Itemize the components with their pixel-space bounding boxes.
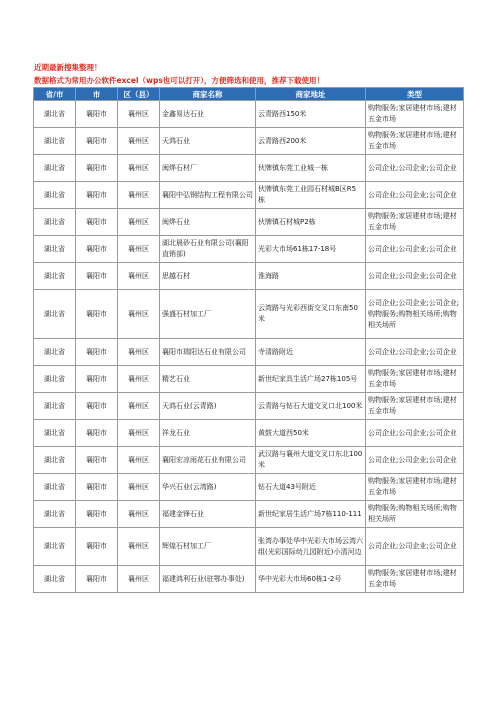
notice-line-2: 数据格式为常用办公软件excel（wps也可以打开），方便筛选和使用，推荐下载使用！ xyxy=(34,76,325,85)
cell-merchant-name: 思越石材 xyxy=(160,263,256,290)
cell-province: 湖北省 xyxy=(34,263,76,290)
cell-merchant-address: 云青路西150米 xyxy=(256,101,366,128)
cell-merchant-address: 云湾路与光彩西街交叉口东南50米 xyxy=(256,290,366,339)
cell-type: 公司企业;公司企业;公司企业 xyxy=(366,155,464,182)
header-city: 市 xyxy=(76,88,118,101)
cell-province: 湖北省 xyxy=(34,474,76,501)
cell-district: 襄州区 xyxy=(118,420,160,447)
cell-province: 湖北省 xyxy=(34,290,76,339)
header-district: 区（县） xyxy=(118,88,160,101)
cell-district: 襄州区 xyxy=(118,263,160,290)
cell-district: 襄州区 xyxy=(118,182,160,209)
cell-province: 湖北省 xyxy=(34,447,76,474)
cell-merchant-name: 湖北晨砂石业有限公司(襄阳直销部) xyxy=(160,236,256,263)
cell-merchant-name: 辉煌石材加工厂 xyxy=(160,528,256,566)
cell-province: 湖北省 xyxy=(34,366,76,393)
cell-merchant-name: 襄阳宏凉雨花石业有限公司 xyxy=(160,447,256,474)
cell-type: 购物服务;购物相关场所;购物相关场所 xyxy=(366,501,464,528)
cell-province: 湖北省 xyxy=(34,128,76,155)
table-header-row xyxy=(34,88,464,101)
cell-district: 襄州区 xyxy=(118,339,160,366)
cell-merchant-name: 福建鸿利石业(驻鄂办事处) xyxy=(160,566,256,593)
cell-merchant-address: 武汉路与襄州大道交叉口东北100米 xyxy=(256,447,366,474)
cell-type: 购物服务;家居建材市场;建材五金市场 xyxy=(366,474,464,501)
table-row xyxy=(34,501,464,528)
table-row xyxy=(34,290,464,339)
cell-district: 襄州区 xyxy=(118,290,160,339)
cell-merchant-address: 寺清路附近 xyxy=(256,339,366,366)
cell-type: 公司企业;公司企业;公司企业;购物服务;购物相关场所;购物相关场所 xyxy=(366,290,464,339)
cell-province: 湖北省 xyxy=(34,393,76,420)
cell-city: 襄阳市 xyxy=(76,474,118,501)
cell-merchant-address: 黄鼓大道西50米 xyxy=(256,420,366,447)
table-row xyxy=(34,236,464,263)
cell-type: 购物服务;家居建材市场;建材五金市场 xyxy=(366,393,464,420)
table-row xyxy=(34,182,464,209)
cell-city: 襄阳市 xyxy=(76,182,118,209)
cell-district: 襄州区 xyxy=(118,101,160,128)
table-row xyxy=(34,566,464,593)
table-row xyxy=(34,101,464,128)
cell-merchant-name: 祥龙石业 xyxy=(160,420,256,447)
cell-province: 湖北省 xyxy=(34,209,76,236)
cell-type: 公司企业;公司企业;公司企业 xyxy=(366,236,464,263)
table-row xyxy=(34,339,464,366)
cell-type: 购物服务;家居建材市场;建材五金市场 xyxy=(366,566,464,593)
cell-type: 购物服务;家居建材市场;建材五金市场 xyxy=(366,101,464,128)
header-merchant-name: 商家名称 xyxy=(160,88,256,101)
cell-city: 襄阳市 xyxy=(76,263,118,290)
table-row xyxy=(34,209,464,236)
cell-type: 公司企业;公司企业;公司企业 xyxy=(366,182,464,209)
cell-merchant-address: 云青路西200米 xyxy=(256,128,366,155)
table-row xyxy=(34,155,464,182)
cell-merchant-name: 福建金锋石业 xyxy=(160,501,256,528)
cell-city: 襄阳市 xyxy=(76,366,118,393)
cell-merchant-address: 张湾办事处华中光彩大市场云湾六组(光彩国际幼儿园附近)小清河边 xyxy=(256,528,366,566)
cell-province: 湖北省 xyxy=(34,101,76,128)
cell-merchant-name: 天鸿石业(云青路) xyxy=(160,393,256,420)
table-row xyxy=(34,474,464,501)
cell-city: 襄阳市 xyxy=(76,155,118,182)
cell-city: 襄阳市 xyxy=(76,101,118,128)
cell-district: 襄州区 xyxy=(118,528,160,566)
cell-city: 襄阳市 xyxy=(76,447,118,474)
cell-district: 襄州区 xyxy=(118,474,160,501)
cell-type: 购物服务;家居建材市场;建材五金市场 xyxy=(366,366,464,393)
cell-district: 襄州区 xyxy=(118,128,160,155)
cell-merchant-address: 云青路与钻石大道交叉口北100米 xyxy=(256,393,366,420)
cell-merchant-address: 新世纪家具生活广场27栋105号 xyxy=(256,366,366,393)
cell-city: 襄阳市 xyxy=(76,209,118,236)
cell-city: 襄阳市 xyxy=(76,236,118,263)
cell-district: 襄州区 xyxy=(118,447,160,474)
cell-type: 购物服务;家居建材市场;建材五金市场 xyxy=(366,128,464,155)
cell-type: 公司企业;公司企业;公司企业 xyxy=(366,263,464,290)
table-row xyxy=(34,420,464,447)
header-province: 省/市 xyxy=(34,88,76,101)
cell-merchant-address: 伙牌镇石材城P2栋 xyxy=(256,209,366,236)
cell-district: 襄州区 xyxy=(118,501,160,528)
cell-province: 湖北省 xyxy=(34,236,76,263)
table-row xyxy=(34,366,464,393)
cell-merchant-name: 精艺石业 xyxy=(160,366,256,393)
cell-merchant-address: 华中光彩大市场60栋1-2号 xyxy=(256,566,366,593)
cell-district: 襄州区 xyxy=(118,236,160,263)
cell-city: 襄阳市 xyxy=(76,501,118,528)
cell-province: 湖北省 xyxy=(34,528,76,566)
table-row xyxy=(34,263,464,290)
header-merchant-address: 商家地址 xyxy=(256,88,366,101)
cell-district: 襄州区 xyxy=(118,366,160,393)
cell-city: 襄阳市 xyxy=(76,290,118,339)
cell-city: 襄阳市 xyxy=(76,420,118,447)
cell-type: 公司企业;公司企业;公司企业 xyxy=(366,447,464,474)
cell-province: 湖北省 xyxy=(34,155,76,182)
cell-merchant-address: 淮海路 xyxy=(256,263,366,290)
cell-city: 襄阳市 xyxy=(76,393,118,420)
cell-merchant-address: 伙牌镇东莞工业园石材城B区R5栋 xyxy=(256,182,366,209)
cell-district: 襄州区 xyxy=(118,155,160,182)
cell-merchant-address: 新世纪家居生活广场7栋110-111 xyxy=(256,501,366,528)
cell-merchant-address: 伙牌镇东莞工业城一栋 xyxy=(256,155,366,182)
cell-merchant-name: 金鑫易达石业 xyxy=(160,101,256,128)
table-row xyxy=(34,128,464,155)
cell-province: 湖北省 xyxy=(34,566,76,593)
cell-merchant-name: 襄阳中弘钢结构工程有限公司 xyxy=(160,182,256,209)
cell-city: 襄阳市 xyxy=(76,339,118,366)
notice-line-1: 近期最新搜集整理！ xyxy=(34,63,102,72)
cell-merchant-address: 钻石大道43号附近 xyxy=(256,474,366,501)
table-body xyxy=(34,101,464,593)
cell-merchant-name: 襄阳市瑞阳达石业有限公司 xyxy=(160,339,256,366)
cell-merchant-name: 闽烨石材厂 xyxy=(160,155,256,182)
cell-type: 公司企业;公司企业;公司企业 xyxy=(366,420,464,447)
cell-city: 襄阳市 xyxy=(76,528,118,566)
cell-merchant-name: 闽烨石业 xyxy=(160,209,256,236)
table-row xyxy=(34,393,464,420)
cell-type: 公司企业;公司企业;公司企业 xyxy=(366,528,464,566)
cell-district: 襄州区 xyxy=(118,393,160,420)
cell-province: 湖北省 xyxy=(34,182,76,209)
cell-merchant-name: 华兴石业(云湾路) xyxy=(160,474,256,501)
cell-city: 襄阳市 xyxy=(76,566,118,593)
table-row xyxy=(34,447,464,474)
cell-type: 购物服务;家居建材市场;建材五金市场 xyxy=(366,209,464,236)
cell-city: 襄阳市 xyxy=(76,128,118,155)
cell-province: 湖北省 xyxy=(34,501,76,528)
table-row xyxy=(34,528,464,566)
cell-merchant-name: 天鸿石业 xyxy=(160,128,256,155)
cell-province: 湖北省 xyxy=(34,339,76,366)
header-type: 类型 xyxy=(366,88,464,101)
cell-district: 襄州区 xyxy=(118,566,160,593)
cell-merchant-address: 光彩大市场61栋17-18号 xyxy=(256,236,366,263)
cell-district: 襄州区 xyxy=(118,209,160,236)
cell-type: 公司企业;公司企业;公司企业 xyxy=(366,339,464,366)
cell-merchant-name: 强盛石材加工厂 xyxy=(160,290,256,339)
merchant-table xyxy=(33,87,464,593)
cell-province: 湖北省 xyxy=(34,420,76,447)
